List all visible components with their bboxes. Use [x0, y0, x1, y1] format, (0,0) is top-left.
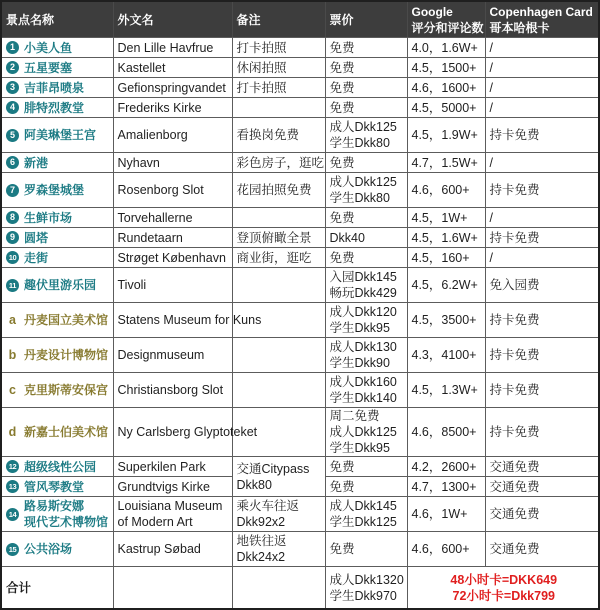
attraction-name-text: 五星要塞 — [24, 60, 73, 75]
price-text: 免费 — [329, 60, 355, 75]
price-cell — [325, 118, 407, 153]
foreign-name-cell — [113, 457, 232, 477]
table-row — [2, 408, 598, 457]
google-rating-cell: 4.6，600+ — [407, 532, 485, 567]
foreign-name-cell — [113, 532, 232, 567]
price-text: 成人Dkk120 — [329, 305, 397, 319]
attraction-name — [6, 312, 111, 328]
foreign-name-text: Kastellet — [117, 60, 166, 75]
attraction-name-text: 丹麦国立美术馆 — [24, 313, 109, 327]
price-text: 免费 — [329, 479, 355, 494]
attraction-name-text: 现代艺术博物馆 — [24, 515, 109, 529]
attraction-name-text-group — [24, 347, 108, 363]
note-text: 看换岗免费 — [236, 128, 300, 142]
table-row — [2, 98, 598, 118]
copenhagen-card-cell: / — [485, 153, 598, 173]
attraction-name-text: 生鲜市场 — [24, 210, 73, 225]
foreign-name-cell — [113, 408, 258, 457]
attraction-name-cell — [2, 268, 113, 303]
google-rating-cell: 4.5，3500+ — [407, 303, 485, 338]
note-text: Dkk24x2 — [236, 550, 286, 564]
attraction-name-text: 管风琴教堂 — [24, 479, 85, 494]
header-attraction-name: 景点名称 — [2, 2, 113, 38]
foreign-name-text: Statens Museum for Kuns — [117, 313, 262, 327]
attraction-name-text-group — [24, 541, 72, 557]
table-row — [2, 228, 598, 248]
attraction-name — [6, 40, 111, 56]
note-text: Dkk92x2 — [236, 515, 286, 529]
attraction-name-text-group — [24, 479, 84, 495]
foreign-name-text: Ny Carlsberg Glyptoteket — [117, 425, 258, 439]
note-cell — [232, 248, 325, 268]
copenhagen-card-cell: 持卡免费 — [485, 408, 598, 457]
letter-marker: a — [9, 313, 16, 327]
attraction-name-cell — [2, 98, 113, 118]
header-note: 备注 — [232, 2, 325, 38]
table-row — [2, 532, 598, 567]
note-cell — [232, 208, 325, 228]
price-text: 免费 — [329, 250, 355, 265]
price-text: Dkk40 — [329, 230, 365, 245]
price-cell — [325, 338, 407, 373]
number-badge: 8 — [6, 211, 19, 224]
foreign-name-cell — [113, 497, 232, 532]
table-row — [2, 457, 598, 477]
table-row — [2, 118, 598, 153]
google-rating-cell: 4.6，600+ — [407, 173, 485, 208]
foreign-name-text: Strøget København — [117, 250, 226, 265]
foreign-name-text: Grundtvigs Kirke — [117, 479, 210, 494]
note-text: 地铁往返 — [236, 534, 287, 548]
attraction-name — [6, 250, 111, 266]
price-text: 成人Dkk125 — [329, 425, 397, 439]
note-cell — [232, 153, 325, 173]
foreign-name-cell — [113, 173, 232, 208]
attraction-name — [6, 347, 111, 363]
attraction-name-cell — [2, 173, 113, 208]
table-footer — [2, 567, 598, 609]
price-text: 学生Dkk90 — [329, 356, 390, 370]
table-row — [2, 78, 598, 98]
note-cell — [232, 338, 325, 373]
google-rating-cell: 4.5，1.3W+ — [407, 373, 485, 408]
number-badge: 13 — [6, 480, 19, 493]
note-text: Dkk80 — [236, 477, 272, 492]
foreign-name-cell — [113, 268, 232, 303]
note-cell — [232, 38, 325, 58]
table-header — [2, 2, 598, 38]
attraction-name-text: 公共浴场 — [24, 542, 73, 556]
attraction-name-cell — [2, 373, 113, 408]
price-cell — [325, 78, 407, 98]
table-row — [2, 248, 598, 268]
letter-marker: c — [9, 383, 16, 397]
number-badge: 2 — [6, 61, 19, 74]
attraction-name-text: 小美人鱼 — [24, 40, 73, 55]
price-text: 入园Dkk145 — [329, 270, 397, 284]
copenhagen-card-cell: / — [485, 208, 598, 228]
price-cell — [325, 98, 407, 118]
attraction-name-cell — [2, 457, 113, 477]
attraction-name-text-group — [24, 230, 48, 246]
attraction-name-text: 罗森堡城堡 — [24, 183, 85, 197]
price-cell — [325, 173, 407, 208]
foreign-name-cell — [113, 78, 232, 98]
attraction-name — [6, 100, 111, 116]
number-badge: 12 — [6, 460, 19, 473]
attraction-name — [6, 479, 111, 495]
header-copenhagen-card-line: 哥本哈根卡 — [489, 20, 550, 35]
price-text: 免费 — [329, 210, 355, 225]
foreign-name-text: Rundetaarn — [117, 230, 183, 245]
foreign-name-cell — [113, 228, 232, 248]
note-text: 彩色房子，逛吃 — [236, 155, 325, 170]
price-cell — [325, 58, 407, 78]
attraction-name-cell — [2, 208, 113, 228]
foreign-name-text: Den Lille Havfrue — [117, 40, 214, 55]
copenhagen-card-cell: 免入园费 — [485, 268, 598, 303]
price-cell — [325, 268, 407, 303]
google-rating-cell: 4.6，8500+ — [407, 408, 485, 457]
total-price-text: 学生Dkk970 — [329, 588, 397, 603]
price-text: 学生Dkk140 — [329, 391, 397, 405]
attraction-name-text-group — [24, 382, 108, 398]
google-rating-cell: 4.6，1600+ — [407, 78, 485, 98]
note-cell — [232, 58, 325, 78]
header-row — [2, 2, 598, 38]
header-google-rating-line: Google — [411, 4, 453, 19]
attraction-name — [6, 210, 111, 226]
price-text: 成人Dkk145 — [329, 499, 397, 513]
google-rating-cell: 4.0，1.6W+ — [407, 38, 485, 58]
price-text: 成人Dkk125 — [329, 120, 397, 134]
foreign-name-cell — [113, 338, 232, 373]
google-rating-cell: 4.5，1W+ — [407, 208, 485, 228]
foreign-name-cell — [113, 208, 232, 228]
foreign-name-cell — [113, 373, 232, 408]
total-row — [2, 567, 598, 609]
note-cell — [232, 373, 325, 408]
copenhagen-card-cell: 持卡免费 — [485, 373, 598, 408]
table-row — [2, 268, 598, 303]
note-text: 打卡拍照 — [236, 40, 287, 55]
foreign-name-text: Gefionspringvandet — [117, 80, 226, 95]
attraction-name-text-group — [24, 312, 108, 328]
attraction-name-text-group — [24, 498, 108, 530]
copenhagen-card-cell: / — [485, 98, 598, 118]
price-text: 免费 — [329, 40, 355, 55]
attraction-name-text-group — [24, 100, 84, 116]
price-text: 免费 — [329, 155, 355, 170]
price-cell — [325, 457, 407, 477]
attraction-name-text: 吉菲昂喷泉 — [24, 80, 85, 95]
note-text: 交通Citypass — [236, 461, 310, 476]
foreign-name-text: of Modern Art — [117, 515, 193, 529]
attraction-name — [6, 80, 111, 96]
attraction-name — [6, 541, 111, 557]
price-cell — [325, 248, 407, 268]
attraction-name-text-group — [24, 210, 72, 226]
note-cell — [232, 118, 325, 153]
price-text: 学生Dkk125 — [329, 515, 397, 529]
note-text: 乘火车往返 — [236, 499, 300, 513]
attraction-name — [6, 182, 111, 198]
number-badge: 7 — [6, 184, 19, 197]
price-cell — [325, 477, 407, 497]
copenhagen-card-cell: / — [485, 248, 598, 268]
google-rating-cell: 4.5，1500+ — [407, 58, 485, 78]
attraction-name — [6, 155, 111, 171]
attraction-name-text: 新嘉士伯美术馆 — [24, 425, 109, 439]
total-price-cell — [325, 567, 407, 609]
attraction-name — [6, 277, 111, 293]
copenhagen-card-cell: 交通免费 — [485, 457, 598, 477]
price-text: 周二免费 — [329, 409, 380, 423]
card-offer-cell — [407, 567, 598, 609]
card-offer-text: 48小时卡=DKK649 — [450, 572, 558, 587]
copenhagen-card-cell: 持卡免费 — [485, 338, 598, 373]
attraction-name — [6, 127, 111, 143]
table-row — [2, 173, 598, 208]
number-badge: 5 — [6, 129, 19, 142]
note-text: 商业街，逛吃 — [236, 250, 312, 265]
attraction-name-text-group — [24, 250, 48, 266]
empty-cell — [113, 567, 232, 609]
attraction-name-text: 阿美琳堡王宫 — [24, 128, 97, 142]
price-text: 免费 — [329, 459, 355, 474]
price-cell — [325, 228, 407, 248]
google-rating-cell: 4.7，1300+ — [407, 477, 485, 497]
foreign-name-text: Designmuseum — [117, 348, 205, 362]
google-rating-cell: 4.5，160+ — [407, 248, 485, 268]
price-cell — [325, 38, 407, 58]
attraction-name-cell — [2, 303, 113, 338]
table-row — [2, 153, 598, 173]
attraction-name-cell — [2, 153, 113, 173]
number-badge: 11 — [6, 279, 19, 292]
copenhagen-card-cell: 持卡免费 — [485, 173, 598, 208]
price-text: 学生Dkk95 — [329, 441, 390, 455]
header-copenhagen-card — [485, 2, 598, 38]
number-badge: 14 — [6, 508, 19, 521]
table-body — [2, 38, 598, 567]
copenhagen-card-cell: / — [485, 58, 598, 78]
price-text: 成人Dkk125 — [329, 175, 397, 189]
attraction-name-cell — [2, 338, 113, 373]
foreign-name-text: Nyhavn — [117, 155, 160, 170]
price-cell — [325, 208, 407, 228]
foreign-name-text: Rosenborg Slot — [117, 183, 204, 197]
total-price-text: 成人Dkk1320 — [329, 572, 404, 587]
attraction-name — [6, 60, 111, 76]
price-text: 免费 — [329, 542, 355, 556]
attraction-name-text-group — [24, 424, 108, 440]
google-rating-cell: 4.5，6.2W+ — [407, 268, 485, 303]
attraction-name — [6, 382, 111, 398]
number-badge: 15 — [6, 543, 19, 556]
header-price: 票价 — [325, 2, 407, 38]
letter-marker: d — [8, 425, 17, 439]
attraction-name-text: 路易斯安娜 — [24, 499, 85, 513]
copenhagen-card-cell: 交通免费 — [485, 477, 598, 497]
attraction-name-cell — [2, 228, 113, 248]
copenhagen-card-cell: / — [485, 78, 598, 98]
price-text: 学生Dkk95 — [329, 321, 390, 335]
table-row — [2, 208, 598, 228]
attraction-name-cell — [2, 38, 113, 58]
note-cell — [232, 228, 325, 248]
foreign-name-cell — [113, 98, 232, 118]
note-cell — [232, 268, 325, 303]
number-badge: 1 — [6, 41, 19, 54]
note-text: 花园拍照免费 — [236, 183, 312, 197]
foreign-name-cell — [113, 303, 262, 338]
number-badge: 4 — [6, 101, 19, 114]
attraction-name-cell — [2, 248, 113, 268]
attraction-name-text-group — [24, 80, 84, 96]
header-copenhagen-card-line: Copenhagen Card — [489, 4, 593, 19]
foreign-name-cell — [113, 118, 232, 153]
note-cell — [232, 173, 325, 208]
attraction-name — [6, 459, 111, 475]
number-badge: 9 — [6, 231, 19, 244]
attraction-name-cell — [2, 497, 113, 532]
foreign-name-cell — [113, 477, 232, 497]
number-badge: 6 — [6, 156, 19, 169]
google-rating-cell: 4.6，1W+ — [407, 497, 485, 532]
price-text: 免费 — [329, 80, 355, 95]
copenhagen-card-cell: / — [485, 38, 598, 58]
price-cell — [325, 153, 407, 173]
foreign-name-text: Tivoli — [117, 278, 147, 292]
note-cell — [232, 497, 325, 532]
price-text: 学生Dkk80 — [329, 136, 390, 150]
attraction-name-text-group — [24, 182, 84, 198]
attraction-name-text-group — [24, 60, 72, 76]
attraction-name-cell — [2, 58, 113, 78]
attraction-name-text: 丹麦设计博物馆 — [24, 348, 109, 362]
foreign-name-text: Frederiks Kirke — [117, 100, 202, 115]
attractions-table — [2, 2, 598, 609]
copenhagen-card-cell: 持卡免费 — [485, 303, 598, 338]
foreign-name-text: Louisiana Museum — [117, 499, 223, 513]
google-rating-cell: 4.5，1.9W+ — [407, 118, 485, 153]
foreign-name-text: Superkilen Park — [117, 459, 206, 474]
copenhagen-card-cell: 交通免费 — [485, 497, 598, 532]
note-cell — [232, 78, 325, 98]
price-cell — [325, 497, 407, 532]
google-rating-cell: 4.5，5000+ — [407, 98, 485, 118]
foreign-name-text: Torvehallerne — [117, 210, 193, 225]
attraction-name-text-group — [24, 277, 96, 293]
price-text: 免费 — [329, 100, 355, 115]
attraction-name-text: 新港 — [24, 155, 49, 170]
price-text: 学生Dkk80 — [329, 191, 390, 205]
attraction-name-cell — [2, 477, 113, 497]
attraction-name-cell — [2, 118, 113, 153]
table-row — [2, 303, 598, 338]
price-cell — [325, 303, 407, 338]
table-row — [2, 497, 598, 532]
note-text: 登顶俯瞰全景 — [236, 230, 312, 245]
price-cell — [325, 408, 407, 457]
price-text: 成人Dkk130 — [329, 340, 397, 354]
attraction-name-text: 克里斯蒂安保宫 — [24, 383, 109, 397]
table-row — [2, 338, 598, 373]
letter-marker: b — [8, 348, 17, 362]
note-text: 打卡拍照 — [236, 80, 287, 95]
price-cell — [325, 373, 407, 408]
attraction-name-text: 走街 — [24, 250, 49, 265]
attraction-name-text-group — [24, 155, 48, 171]
foreign-name-cell — [113, 58, 232, 78]
attraction-name-text: 圆塔 — [24, 230, 49, 245]
attraction-name-cell — [2, 78, 113, 98]
foreign-name-text: Christiansborg Slot — [117, 383, 224, 397]
card-offer-text: 72小时卡=Dkk799 — [452, 588, 555, 603]
note-cell — [232, 532, 325, 567]
attraction-name-cell — [2, 408, 113, 457]
attraction-name-text: 超级线性公园 — [24, 459, 97, 474]
google-rating-cell: 4.2，2600+ — [407, 457, 485, 477]
number-badge: 3 — [6, 81, 19, 94]
copenhagen-card-cell: 交通免费 — [485, 532, 598, 567]
total-label: 合计 — [2, 567, 113, 609]
note-cell — [232, 98, 325, 118]
attraction-name-cell — [2, 532, 113, 567]
price-text: 畅玩Dkk429 — [329, 286, 397, 300]
number-badge: 10 — [6, 251, 19, 264]
google-rating-cell: 4.7，1.5W+ — [407, 153, 485, 173]
attraction-name-text-group — [24, 459, 96, 475]
empty-cell — [232, 567, 325, 609]
foreign-name-cell — [113, 153, 232, 173]
attraction-name — [6, 230, 111, 246]
table-row — [2, 38, 598, 58]
table-row — [2, 58, 598, 78]
note-text: 休闲拍照 — [236, 60, 287, 75]
table-row — [2, 373, 598, 408]
foreign-name-cell — [113, 38, 232, 58]
attraction-name-text-group — [24, 40, 72, 56]
header-foreign-name: 外文名 — [113, 2, 232, 38]
attraction-name-text: 腓特烈教堂 — [24, 100, 85, 115]
copenhagen-card-cell: 持卡免费 — [485, 118, 598, 153]
attraction-name-text-group — [24, 127, 96, 143]
foreign-name-cell — [113, 248, 232, 268]
google-rating-cell: 4.3，4100+ — [407, 338, 485, 373]
foreign-name-text: Amalienborg — [117, 128, 188, 142]
note-cell — [232, 457, 325, 497]
attraction-name — [6, 424, 111, 440]
price-cell — [325, 532, 407, 567]
header-google-rating — [407, 2, 485, 38]
header-google-rating-line: 评分和评论数 — [411, 20, 484, 35]
attraction-name-text: 趣伏里游乐园 — [24, 278, 97, 292]
price-text: 成人Dkk160 — [329, 375, 397, 389]
google-rating-cell: 4.5，1.6W+ — [407, 228, 485, 248]
attraction-name — [6, 498, 111, 530]
foreign-name-text: Kastrup Søbad — [117, 542, 201, 556]
copenhagen-card-cell: 持卡免费 — [485, 228, 598, 248]
